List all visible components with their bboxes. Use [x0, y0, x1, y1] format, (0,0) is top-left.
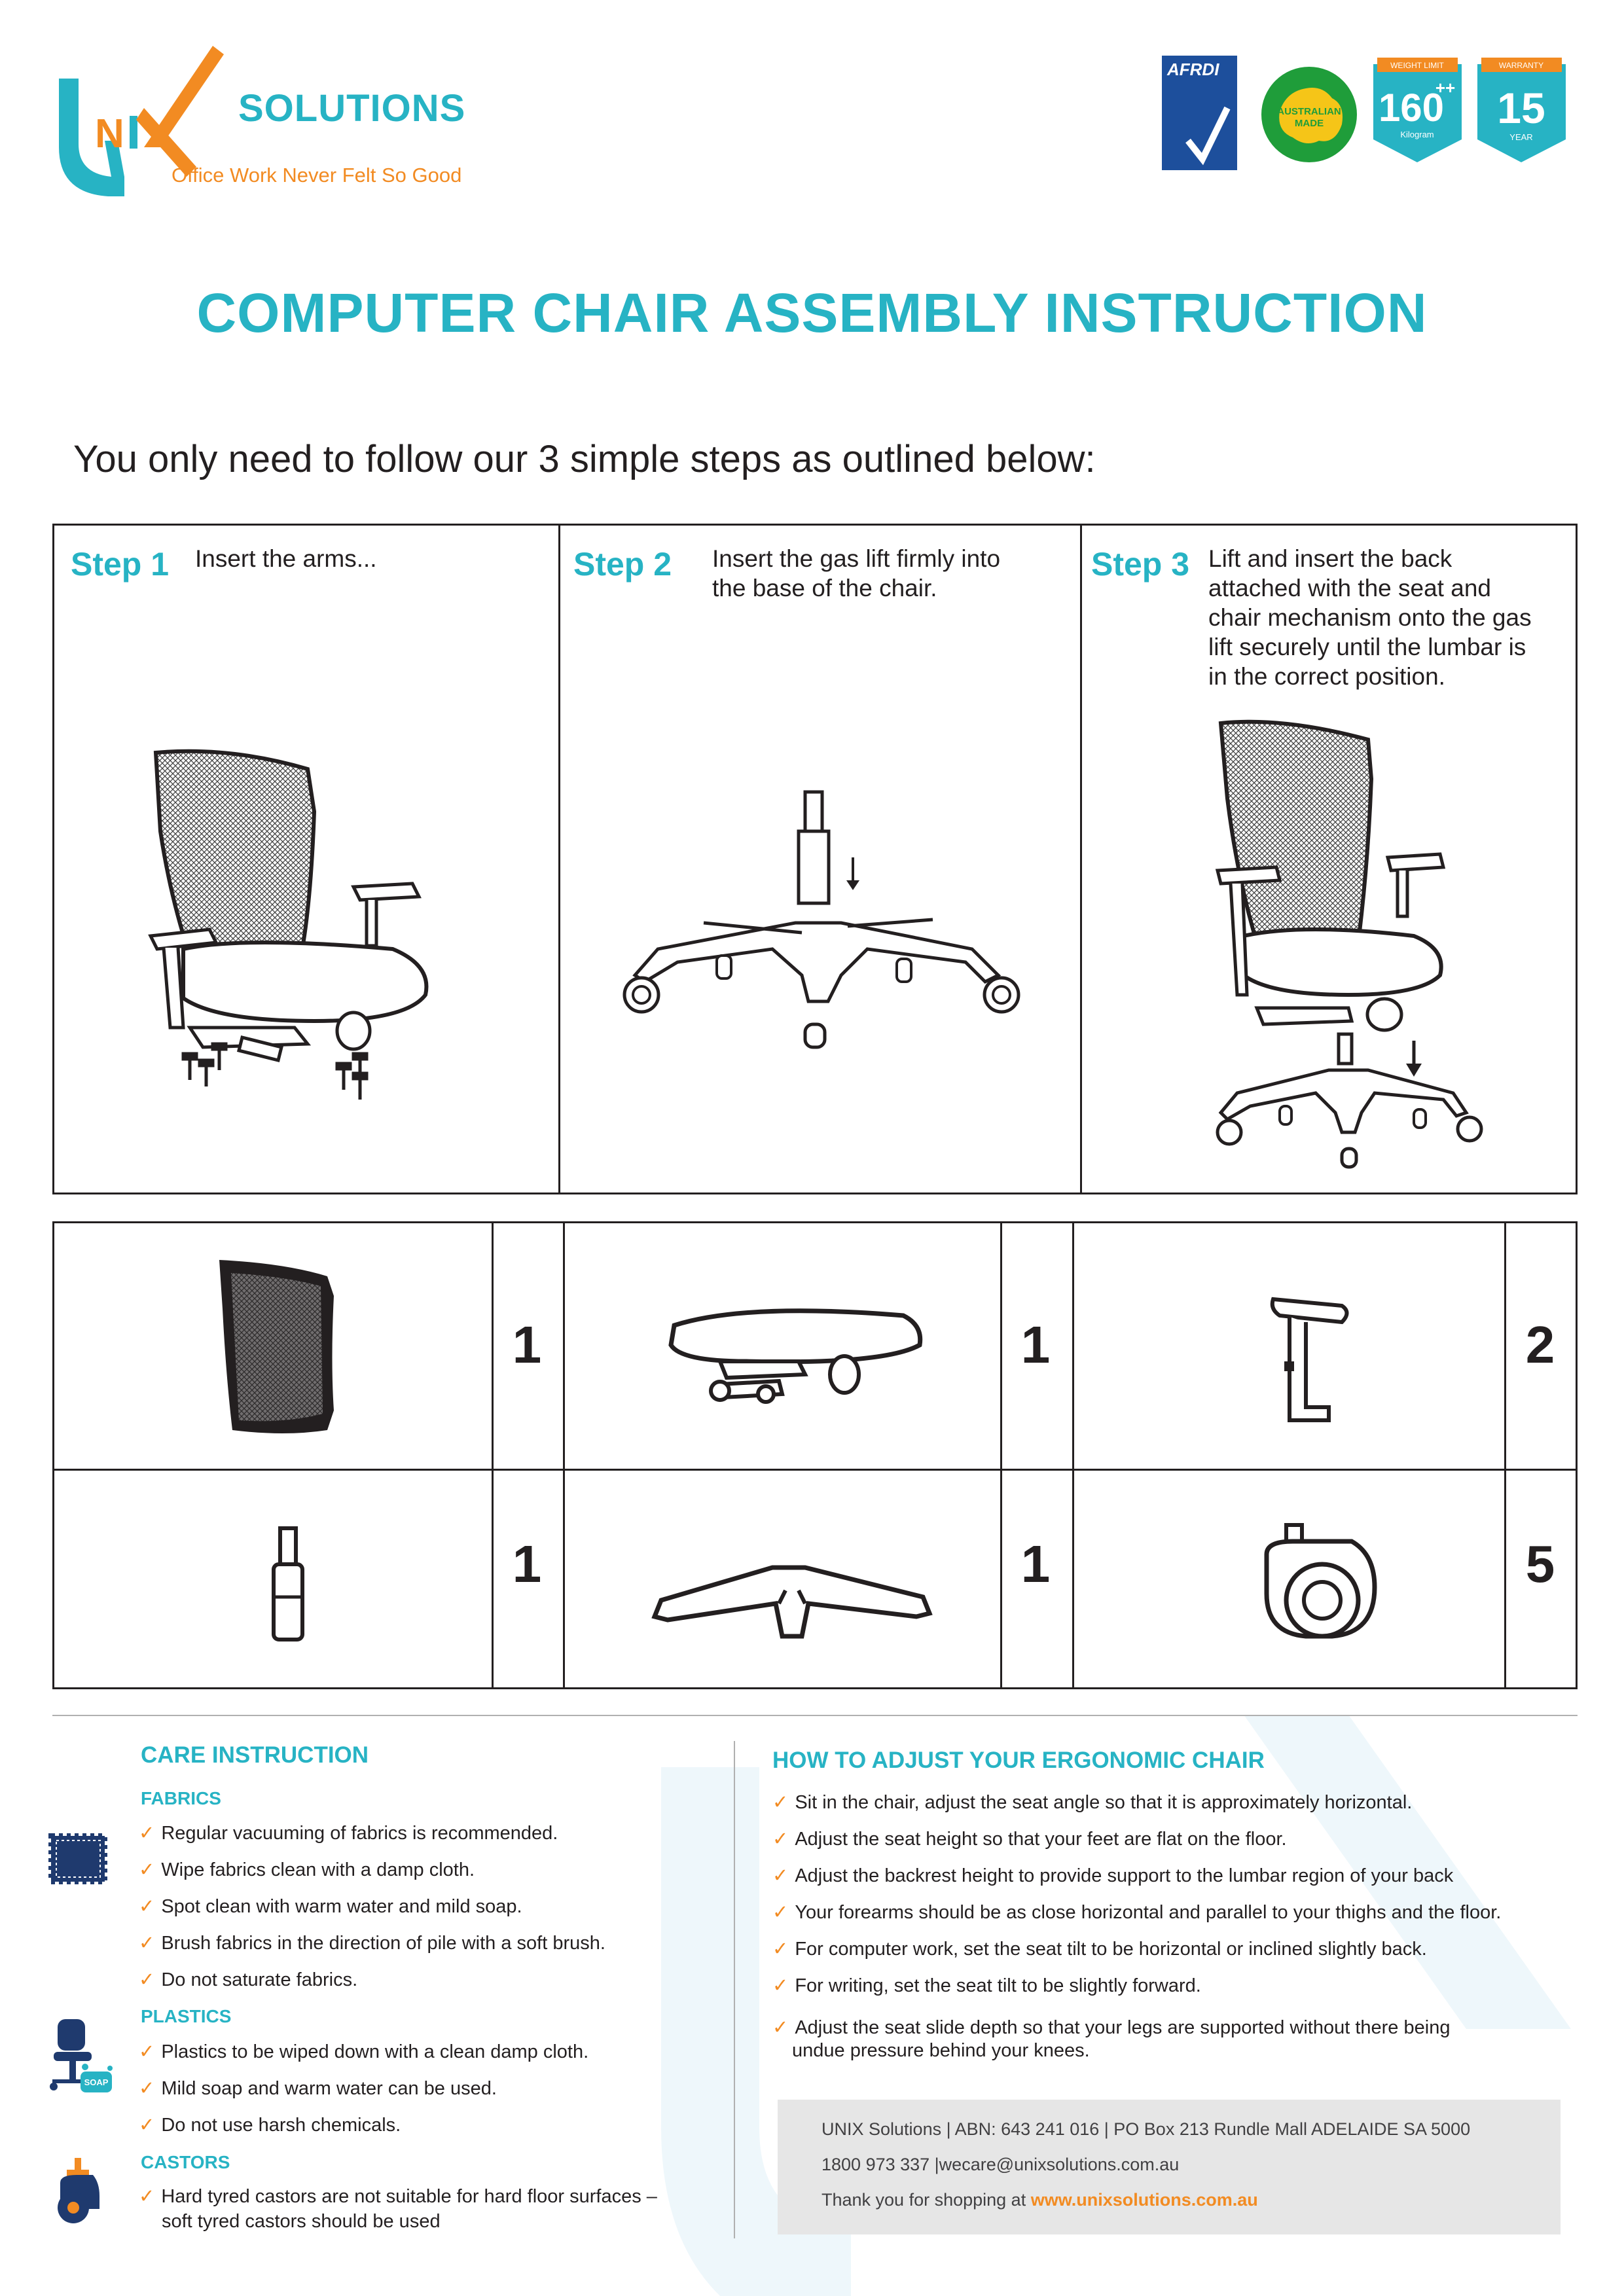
warranty-unit: YEAR [1509, 132, 1533, 142]
part-qty-castor: 5 [1525, 1535, 1555, 1593]
weight-limit-badge [1373, 58, 1462, 162]
castor-icon [1254, 1522, 1384, 1653]
step-3-chair-illustration [1218, 720, 1506, 1178]
fabrics-heading: FABRICS [141, 1788, 221, 1808]
base-icon [648, 1564, 936, 1649]
website-link[interactable]: www.unixsolutions.com.au [1030, 2190, 1258, 2210]
fabric-item-4: ✓ Brush fabrics in the direction of pile with a soft brush. [139, 1933, 605, 1954]
logo-tagline: Office Work Never Felt So Good [171, 164, 462, 187]
castor-item-1-cont: soft tyred castors should be used [162, 2211, 441, 2232]
plastics-heading: PLASTICS [141, 2006, 232, 2026]
plastic-item-3: ✓ Do not use harsh chemicals. [139, 2115, 401, 2136]
adjust-item-1: ✓ Sit in the chair, adjust the seat angle so that it is approximately horizontal. [772, 1792, 1413, 1813]
section-divider [52, 1715, 1578, 1716]
gas-lift-icon [262, 1525, 314, 1646]
adjust-heading: HOW TO ADJUST YOUR ERGONOMIC CHAIR [772, 1748, 1265, 1773]
step-2-base-illustration [605, 785, 1038, 1047]
seat-icon [668, 1299, 929, 1424]
intro-text: You only need to follow our 3 simple steps as outlined below: [73, 438, 1096, 480]
adjust-item-7: ✓ Adjust the seat slide depth so that your legs are supported without there being [772, 2017, 1451, 2038]
thank-you-line: Thank you for shopping at www.unixsolutions.com.au [821, 2190, 1258, 2210]
contact-details: 1800 973 337 |wecare@unixsolutions.com.au [821, 2155, 1180, 2174]
fabric-item-1: ✓ Regular vacuuming of fabrics is recommended. [139, 1823, 558, 1844]
part-qty-seat: 1 [1020, 1316, 1051, 1374]
adjust-item-7-cont: undue pressure behind your knees. [792, 2040, 1090, 2061]
plastic-item-2: ✓ Mild soap and warm water can be used. [139, 2078, 497, 2099]
chair-soap-icon [45, 2016, 117, 2101]
weight-value: 160 [1378, 86, 1445, 130]
fabric-item-3: ✓ Spot clean with warm water and mild soap. [139, 1896, 522, 1917]
adjust-item-5: ✓ For computer work, set the seat tilt to be horizontal or inclined slightly back. [772, 1939, 1427, 1960]
fabric-item-2: ✓ Wipe fabrics clean with a damp cloth. [139, 1859, 475, 1880]
step-1-label: Step 1 [71, 546, 170, 583]
step-3-text: Lift and insert the back attached with the seat and chair mechanism onto the gas lift securely until the lumbar is in the correct position. [1208, 545, 1532, 690]
weight-plus: ++ [1435, 78, 1456, 98]
part-qty-backrest: 1 [512, 1316, 542, 1374]
warranty-label: WARRANTY [1498, 61, 1544, 70]
fabric-swatch-icon [46, 1826, 111, 1892]
page-title: COMPUTER CHAIR ASSEMBLY INSTRUCTION [196, 282, 1428, 344]
castors-heading: CASTORS [141, 2152, 230, 2172]
adjust-item-3: ✓ Adjust the backrest height to provide support to the lumbar region of your back [772, 1865, 1454, 1886]
plastic-item-1: ✓ Plastics to be wiped down with a clean damp cloth. [139, 2041, 589, 2062]
australian-made-line2: MADE [1294, 118, 1324, 129]
afrdi-text: AFRDI [1167, 60, 1219, 79]
part-qty-gas-lift: 1 [512, 1535, 542, 1593]
soap-label: SOAP [84, 2077, 109, 2087]
australian-made-badge [1260, 65, 1358, 164]
adjust-item-4: ✓ Your forearms should be as close horizontal and parallel to your thighs and the floor. [772, 1902, 1502, 1923]
adjust-item-6: ✓ For writing, set the seat tilt to be slightly forward. [772, 1975, 1201, 1996]
step-3-label: Step 3 [1091, 546, 1190, 583]
weight-label: WEIGHT LIMIT [1390, 61, 1444, 70]
fabric-item-5: ✓ Do not saturate fabrics. [139, 1969, 358, 1990]
svg-text:N: N [95, 111, 124, 156]
step-2-label: Step 2 [573, 546, 672, 583]
warranty-badge [1477, 58, 1566, 162]
column-divider [734, 1741, 735, 2238]
part-qty-base: 1 [1020, 1535, 1051, 1593]
armrest-icon [1270, 1296, 1355, 1427]
company-details: UNIX Solutions | ABN: 643 241 016 | PO Box 213 Rundle Mall ADELAIDE SA 5000 [821, 2119, 1471, 2139]
part-qty-armrest: 2 [1525, 1316, 1555, 1374]
step-1-chair-illustration [144, 740, 471, 1106]
australian-made-line1: AUSTRALIAN [1277, 106, 1341, 117]
step-1-text: Insert the arms... [195, 545, 377, 572]
afrdi-badge [1162, 56, 1237, 170]
castor-wheel-icon [47, 2157, 106, 2229]
logo-brand-text: SOLUTIONS [238, 87, 466, 130]
warranty-value: 15 [1497, 84, 1545, 132]
backrest-icon [213, 1257, 344, 1440]
adjust-item-2: ✓ Adjust the seat height so that your feet are flat on the floor. [772, 1829, 1287, 1850]
weight-unit: Kilogram [1400, 130, 1434, 139]
care-heading: CARE INSTRUCTION [141, 1742, 369, 1768]
castor-item-1: ✓ Hard tyred castors are not suitable for hard floor surfaces – [139, 2186, 657, 2207]
step-2-text: Insert the gas lift firmly into the base of the chair. [712, 545, 1001, 601]
